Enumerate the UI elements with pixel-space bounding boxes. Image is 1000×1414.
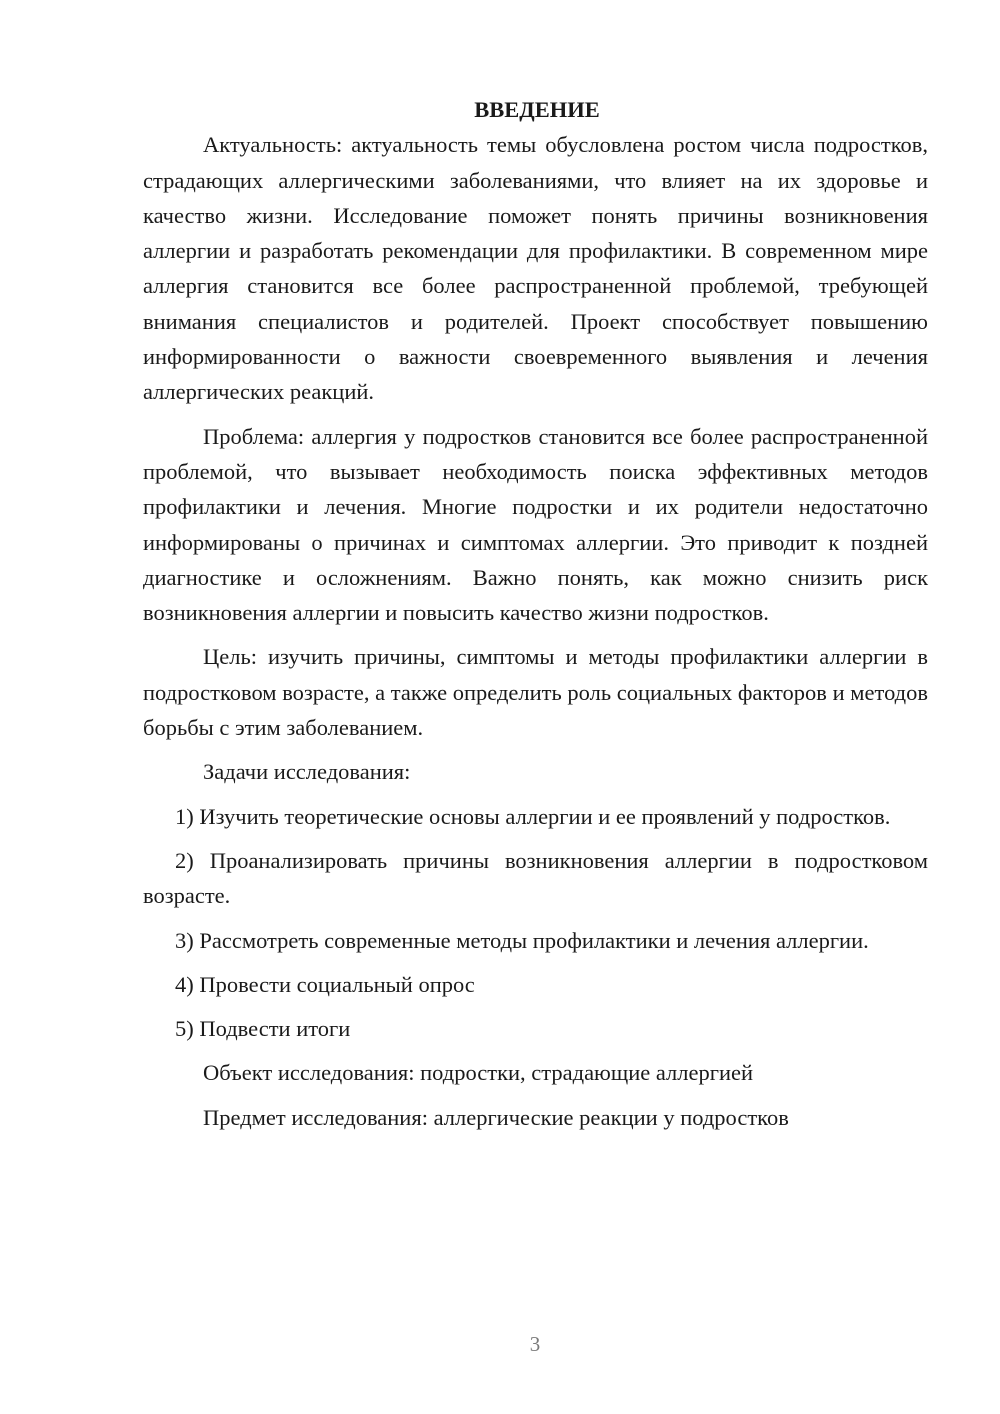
- research-object: Объект исследования: подростки, страдающие аллергией: [203, 1060, 754, 1086]
- problem-paragraph: Проблема: аллергия у подростков становится все более распространенной проблемой, что вызывает необходимость поиска эффективных методов профилактики и лечения. Многие подростки и их родители недостаточно информированы о причинах и симптомах аллергии. Это приводит к поздней диагностике и осложнениям. Важно понять, как можно снизить риск возникновения аллергии и повысить качество жизни подростков.: [143, 423, 928, 626]
- research-subject: Предмет исследования: аллергические реакции у подростков: [203, 1104, 789, 1130]
- goal-paragraph: Цель: изучить причины, симптомы и методы профилактики аллергии в подростковом возрасте, а также определить роль социальных факторов и методов борьбы с этим заболеванием.: [143, 644, 928, 741]
- task-item-3: 3) Рассмотреть современные методы профилактики и лечения аллергии.: [175, 927, 869, 953]
- task-item-4: 4) Провести социальный опрос: [175, 971, 475, 997]
- section-heading: ВВЕДЕНИЕ: [474, 97, 600, 122]
- document-body: [143, 92, 928, 1144]
- task-item-1: 1) Изучить теоретические основы аллергии и ее проявлений у подростков.: [175, 803, 891, 829]
- task-item-5: 5) Подвести итоги: [175, 1016, 351, 1042]
- relevance-paragraph: Актуальность: актуальность темы обусловлена ростом числа подростков, страдающих аллергическими заболеваниями, что влияет на их здоровье и качество жизни. Исследование поможет понять причины возникновения аллергии и разработать рекомендации для профилактики. В современном мире аллергия становится все более распространенной проблемой, требующей внимания специалистов и родителей. Проект способствует повышению информированности о важности своевременного выявления и лечения аллергических реакций.: [143, 132, 928, 405]
- tasks-heading: Задачи исследования:: [203, 759, 411, 785]
- task-item-2: 2) Проанализировать причины возникновения аллергии в подростковом возрасте.: [143, 847, 928, 909]
- page-number: 3: [529, 1332, 541, 1356]
